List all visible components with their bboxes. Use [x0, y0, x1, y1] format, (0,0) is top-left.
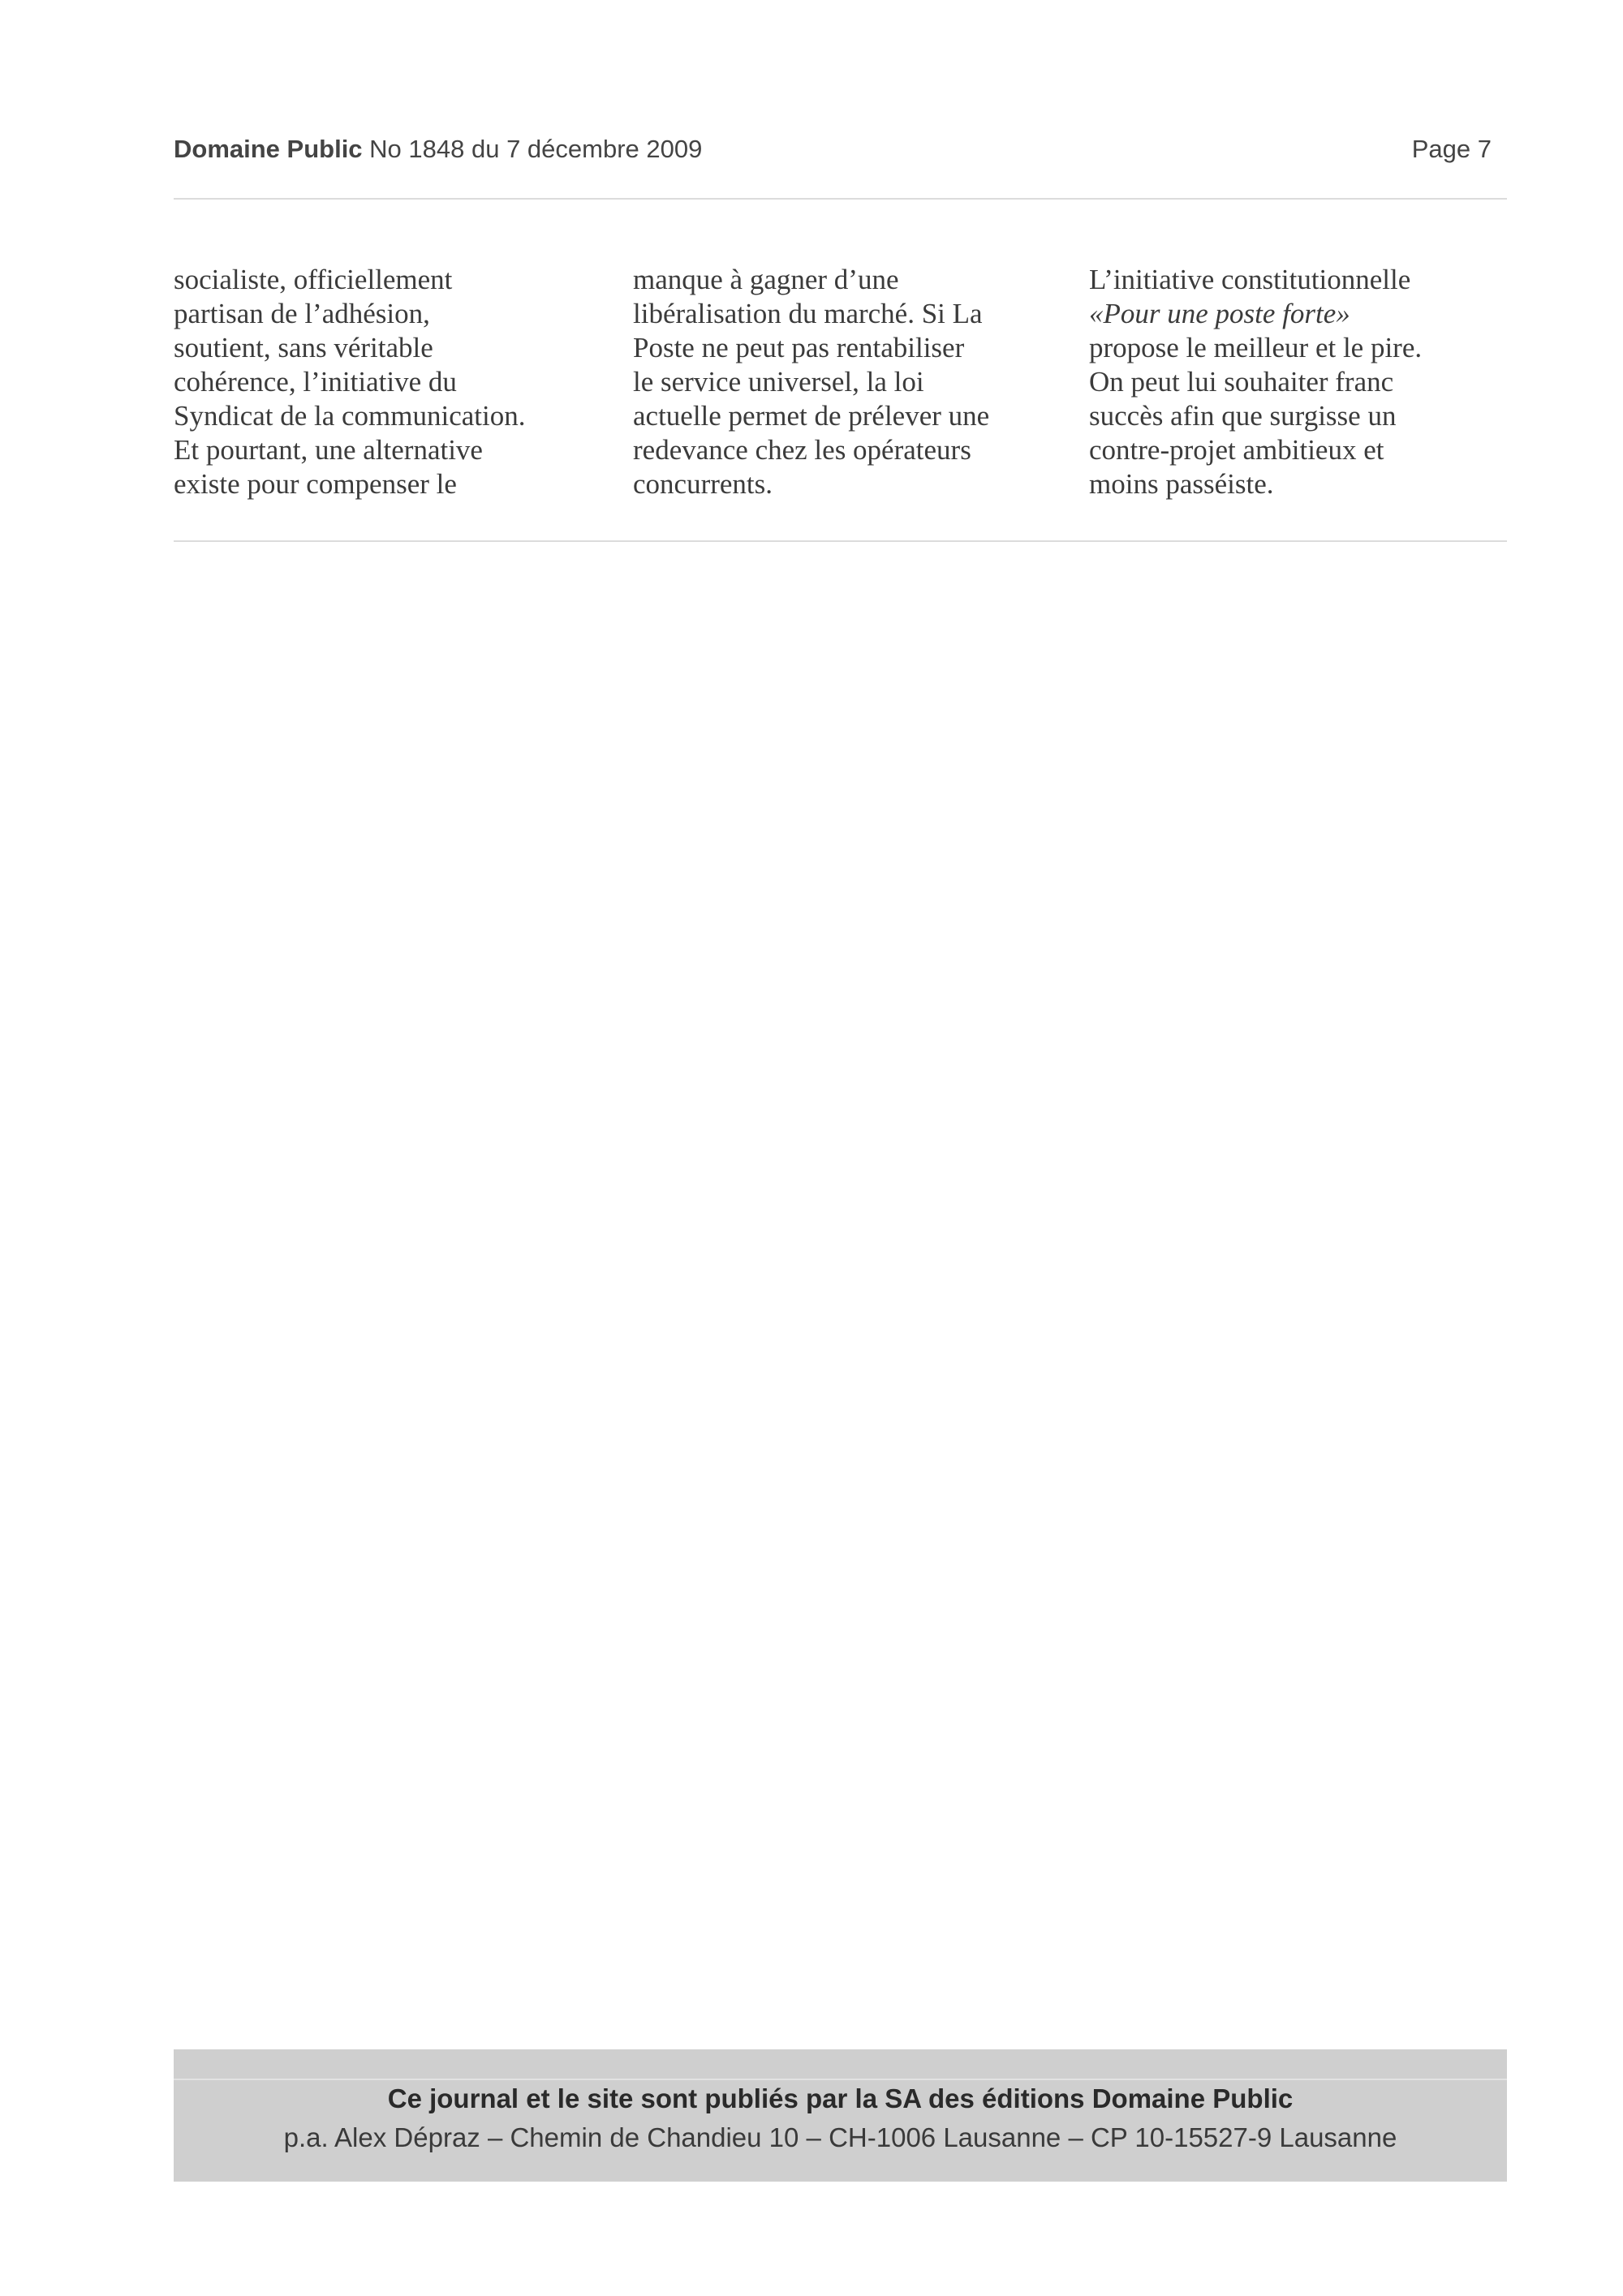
publisher-footer: [174, 2049, 1507, 2182]
publication-name: Domaine Public: [174, 135, 363, 163]
page-header: [174, 135, 1505, 170]
text-line: libéralisation du marché. Si La: [633, 298, 983, 329]
text-line: concurrents.: [633, 468, 773, 500]
text-line: moins passéiste.: [1089, 468, 1274, 500]
initiative-title-text: «Pour une poste forte»: [1089, 298, 1350, 329]
initiative-title: [1089, 297, 1511, 331]
publisher-address: p.a. Alex Dépraz – Chemin de Chandieu 10 – CH-1006 Lausanne – CP 10-15527-9 Lausanne: [283, 2122, 1397, 2152]
article-divider: [174, 540, 1507, 542]
text-line: soutient, sans véritable: [174, 332, 433, 363]
text-line: socialiste, officiellement: [174, 264, 453, 295]
text-line: cohérence, l’initiative du: [174, 366, 457, 398]
text-line: actuelle permet de prélever une: [633, 400, 990, 432]
text-line: existe pour compenser le: [174, 468, 457, 500]
text-line: Poste ne peut pas rentabiliser: [633, 332, 965, 363]
text-line: partisan de l’adhésion,: [174, 298, 430, 329]
article-column-3: [1089, 263, 1511, 501]
article-body: [174, 263, 1507, 506]
text-line: redevance chez les opérateurs: [633, 434, 971, 466]
text-line: manque à gagner d’une: [633, 264, 899, 295]
text-line: Et pourtant, une alternative: [174, 434, 483, 466]
footer-divider: [174, 2079, 1507, 2080]
text-line: propose le meilleur et le pire.: [1089, 332, 1423, 363]
publisher-statement: Ce journal et le site sont publiés par la SA des éditions Domaine Public: [387, 2083, 1294, 2113]
page-number: Page 7: [1411, 135, 1492, 163]
text-line: contre-projet ambitieux et: [1089, 434, 1384, 466]
text-line: succès afin que surgisse un: [1089, 400, 1397, 432]
article-column-1: [174, 263, 612, 501]
text-line: On peut lui souhaiter franc: [1089, 366, 1394, 398]
text-line: Syndicat de la communication.: [174, 400, 526, 432]
publication-line: [174, 135, 702, 164]
article-column-2: [633, 263, 1071, 501]
text-line: le service universel, la loi: [633, 366, 924, 398]
text-line: L’initiative constitutionnelle: [1089, 264, 1411, 295]
header-divider: [174, 198, 1507, 200]
issue-info: No 1848 du 7 décembre 2009: [369, 135, 703, 163]
